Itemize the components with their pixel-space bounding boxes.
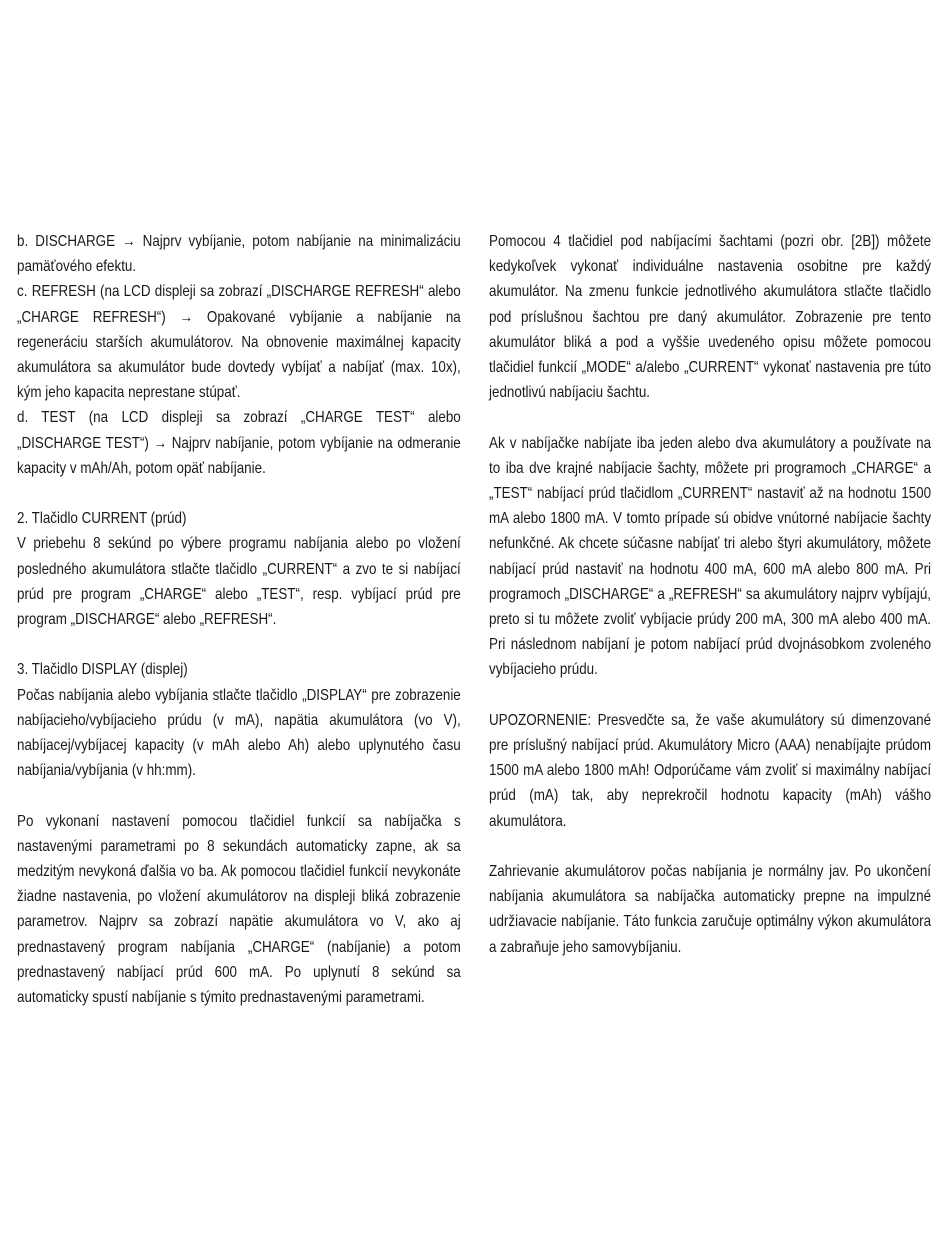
refresh-mode-paragraph: c. REFRESH (na LCD displeji sa zobrazí „DISCHARGE REFRESH“ alebo „CHARGE REFRESH“) → Opakované vybíjanie a nabíjanie na regeneráciu starších akumulátorov. Na obnovenie maximálnej kapacity akumulátora sa akumulátor bude dovtedy vybíjať a nabíjať (max. 10x), kým jeho kapacita neprestane stúpať. [17, 283, 461, 402]
left-text-column [17, 229, 461, 1010]
display-button-paragraph: Počas nabíjania alebo vybíjania stlačte tlačidlo „DISPLAY“ pre zobrazenie nabíjacieho/vybíjacieho prúdu (v mA), napätia akumulátora (vo V), nabíjacej/vybíjacej kapacity (v mAh alebo Ah) alebo uplynutého času nabíjania/vybíjania (v hh:mm). [17, 686, 461, 780]
discharge-mode-paragraph: b. DISCHARGE → Najprv vybíjanie, potom nabíjanie na minimalizáciu pamäťového efektu. [17, 233, 461, 276]
default-settings-paragraph: Po vykonaní nastavení pomocou tlačidiel funkcií sa nabíjačka s nastavenými parametrami po 8 sekundách automaticky zapne, ak sa medzitým nevykoná ďalšia vo ba. Ak pomocou tlačidiel funkcií nevykonáte žiadne nastavenia, po vložení akumulátorov na displeji bliká zobrazenie parametrov. Najprv sa zobrazí napätie akumulátora vo V, ako aj prednastavený program nabíjania „CHARGE“ (nabíjanie) a potom prednastavený nabíjací prúd 600 mA. Po uplynutí 8 sekúnd sa automaticky spustí nabíjanie s týmito prednastavenými parametrami. [17, 812, 461, 1007]
test-mode-paragraph: d. TEST (na LCD displeji sa zobrazí „CHARGE TEST“ alebo „DISCHARGE TEST“) → Najprv nabíjanie, potom vybíjanie na odmeranie kapacity v mAh/Ah, potom opäť nabíjanie. [17, 409, 461, 477]
charging-current-paragraph: Ak v nabíjačke nabíjate iba jeden alebo dva akumulátory a používate na to iba dve krajné nabíjacie šachty, môžete pri programoch „CHARGE“ a „TEST“ nabíjací prúd tlačidlom „CURRENT“ nastaviť až na hodnotu 1500 mA alebo 1800 mA. V tomto prípade sú obidve vnútorné nabíjacie šachty nefunkčné. Ak chcete súčasne nabíjať tri alebo štyri akumulátory, môžete nabíjací prúd nastaviť na hodnotu 400 mA, 600 mA alebo 800 mA. Pri programoch „DISCHARGE“ a „REFRESH“ sa akumulátory najprv vybíjajú, preto si tu môžete zvoliť vybíjacie prúdy 200 mA, 300 mA alebo 400 mA. Pri následnom nabíjaní je potom nabíjací prúd dvojnásobkom zvoleného vybíjacieho prúdu. [489, 434, 932, 679]
current-button-heading: 2. Tlačidlo CURRENT (prúd) [17, 510, 187, 528]
warning-paragraph: UPOZORNENIE: Presvedčte sa, že vaše akumulátory sú dimenzované pre príslušný nabíjací prúd. Akumulátory Micro (AAA) nenabíjajte prúdom 1500 mA alebo 1800 mAh! Odporúčame vám zvoliť si maximálny nabíjací prúd (mA) tak, aby neprekročil hodnotu kapacity (mAh) vášho akumulátora. [489, 711, 932, 830]
display-button-heading: 3. Tlačidlo DISPLAY (displej) [17, 661, 188, 679]
right-text-column [489, 229, 931, 960]
current-button-paragraph: V priebehu 8 sekúnd po výbere programu nabíjania alebo po vložení posledného akumulátora stlačte tlačidlo „CURRENT“ a zvo te si nabíjací prúd pre program „CHARGE“ alebo „TEST“, resp. vybíjací prúd pre program „DISCHARGE“ alebo „REFRESH“. [17, 535, 461, 629]
heating-paragraph: Zahrievanie akumulátorov počas nabíjania je normálny jav. Po ukončení nabíjania akumulátora sa nabíjačka automaticky prepne na impulzné udržiavacie nabíjanie. Táto funkcia zaručuje optimálny výkon akumulátora a zabraňuje jeho samovybíjaniu. [489, 863, 932, 956]
individual-settings-paragraph: Pomocou 4 tlačidiel pod nabíjacími šachtami (pozri obr. [2B]) môžete kedykoľvek vykonať individuálne nastavenia osobitne pre každý akumulátor. Na zmenu funkcie jednotlivého akumulátora stlačte tlačidlo pod príslušnou šachtou pre daný akumulátor. Zobrazenie pre tento akumulátor bliká a pod a vyššie uvedeného opisu môžete pomocou tlačidiel funkcií „MODE“ a/alebo „CURRENT“ vykonať nastavenia pre túto jednotlivú nabíjaciu šachtu. [489, 233, 932, 402]
